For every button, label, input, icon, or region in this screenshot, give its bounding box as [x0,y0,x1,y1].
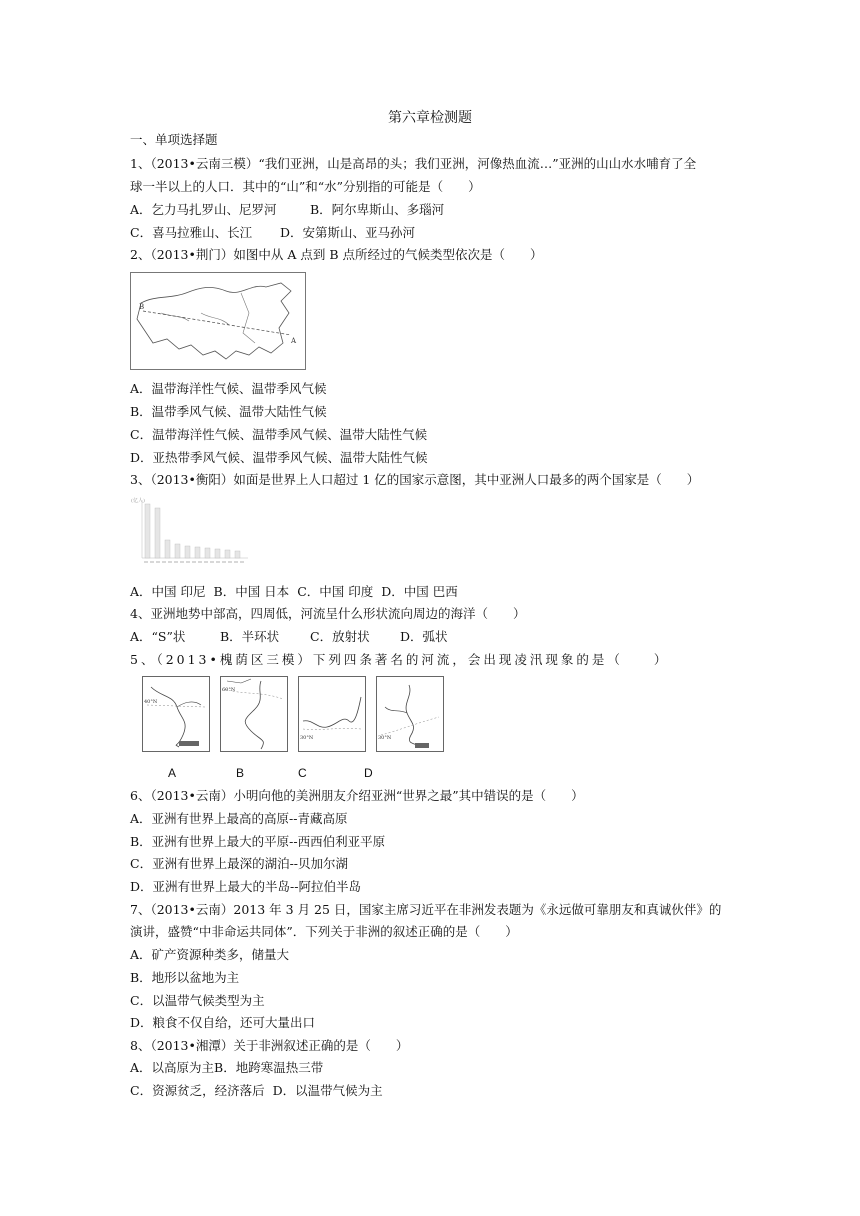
q7-stem-line1: 7、（2013•云南）2013 年 3 月 25 日，国家主席习近平在非洲发表题为《永远做可靠朋友和真诚伙伴》的 [130,902,722,917]
q8-option-a[interactable]: A．以高原为主 [130,1060,215,1075]
river-map-c [298,676,366,752]
q8-options-row1 [130,1059,740,1077]
river-map-d [376,676,444,752]
q3-option-c[interactable]: C．中国 印度 [297,584,374,599]
q8-option-b[interactable]: B．地跨寒温热三带 [214,1060,324,1075]
q1-option-d[interactable]: D．安第斯山、亚马孙河 [280,225,416,240]
q5-stem: 5、（2013•槐荫区三模）下列四条著名的河流，会出现凌汛现象的是（ ） [130,652,670,667]
q8-option-d[interactable]: D．以温带气候为主 [272,1083,383,1098]
q3-population-chart [130,494,250,570]
bar-4 [175,544,180,558]
q2-option-a[interactable]: A．温带海洋性气候、温带季风气候 [130,381,327,396]
page-title: 第六章检测题 [388,110,472,126]
q1-option-a[interactable]: A．乞力马扎罗山、尼罗河 [130,202,277,217]
q7-option-a[interactable]: A．矿产资源种类多，储量大 [130,947,290,962]
q1-stem-line2: 球一半以上的人口．其中的“山”和“水”分别指的可能是（ ） [130,179,481,194]
q5-option-c[interactable]: C [298,766,307,780]
river-map-b [220,676,288,752]
asia-route-map [131,273,305,369]
map-a-lat-label: 40°N [144,699,158,705]
q3-option-d[interactable]: D．中国 巴西 [381,584,458,599]
q7-option-b[interactable]: B．地形以盆地为主 [130,970,240,985]
q4-stem: 4、亚洲地势中部高，四周低，河流呈什么形状流向周边的海洋（ ） [130,606,526,621]
map-c-lat-label: 30°N [300,735,314,741]
q5-river-maps [142,676,452,752]
q5-option-d[interactable]: D [364,766,373,780]
q6-option-a[interactable]: A．亚洲有世界上最高的高原--青藏高原 [130,811,348,826]
q4-option-d[interactable]: D．弧状 [400,629,448,644]
q3-option-a[interactable]: A．中国 印尼 [130,584,206,599]
q2-map-figure [130,272,306,370]
q6-option-b[interactable]: B．亚洲有世界上最大的平原--西西伯利亚平原 [130,834,386,849]
population-bar-chart [130,494,250,570]
chart-axis-label: (亿人) [131,498,145,504]
bar-7 [205,548,210,558]
q8-stem: 8、（2013•湘潭）关于非洲叙述正确的是（ ） [130,1038,409,1053]
q1-stem-line1: 1、（2013•云南三模）“我们亚洲，山是高昂的头；我们亚洲，河像热血流…”亚洲的山山水水哺育了全 [130,156,697,171]
q8-options-row2 [130,1082,740,1100]
bar-6 [195,547,200,558]
q6-stem: 6、（2013•云南）小明向他的美洲朋友介绍亚洲“世界之最”其中错误的是（ ） [130,788,584,803]
bar-3 [165,540,170,558]
q3-option-b[interactable]: B．中国 日本 [213,584,290,599]
q4-option-a[interactable]: A．“S”状 [130,629,186,644]
map-b-lat-label: 60°N [222,687,236,693]
q1-option-c[interactable]: C．喜马拉雅山、长江 [130,225,253,240]
map-label-b: B [139,303,145,311]
q7-option-c[interactable]: C．以温带气候类型为主 [130,993,265,1008]
q5-option-b[interactable]: B [236,766,245,780]
q7-option-d[interactable]: D．粮食不仅自给，还可大量出口 [130,1015,316,1030]
q1-options-row2 [130,224,740,242]
bar-2 [155,508,160,558]
q6-option-d[interactable]: D．亚洲有世界上最大的半岛--阿拉伯半岛 [130,879,361,894]
q4-options-row [130,628,740,646]
q8-option-c[interactable]: C．资源贫乏，经济落后 [130,1083,265,1098]
river-map-a [142,676,210,752]
q5-option-a[interactable]: A [168,766,177,780]
bar-5 [185,546,190,558]
q1-options-row1 [130,201,740,219]
q2-option-c[interactable]: C．温带海洋性气候、温带季风气候、温带大陆性气候 [130,427,428,442]
q4-option-b[interactable]: B．半环状 [220,629,280,644]
q4-option-c[interactable]: C．放射状 [310,629,370,644]
bar-9 [225,550,230,558]
q1-option-b[interactable]: B．阿尔卑斯山、多瑙河 [310,202,445,217]
q3-stem: 3、（2013•衡阳）如面是世界上人口超过 1 亿的国家示意图，其中亚洲人口最多的两个国家是（ ） [130,472,700,487]
q6-option-c[interactable]: C．亚洲有世界上最深的湖泊--贝加尔湖 [130,856,349,871]
q2-stem: 2、（2013•荆门）如图中从 A 点到 B 点所经过的气候类型依次是（ ） [130,247,543,262]
bar-10 [235,551,240,558]
bar-1 [145,504,150,558]
q3-options-row [130,583,740,601]
bar-8 [215,549,220,558]
map-label-a: A [291,337,297,345]
q2-option-b[interactable]: B．温带季风气候、温带大陆性气候 [130,404,327,419]
section-heading: 一、单项选择题 [130,132,218,147]
q2-option-d[interactable]: D．亚热带季风气候、温带季风气候、温带大陆性气候 [130,450,428,465]
map-d-lat-label: 30°N [378,735,392,741]
q7-stem-line2: 演讲，盛赞“中非命运共同体”．下列关于非洲的叙述正确的是（ ） [130,924,518,939]
